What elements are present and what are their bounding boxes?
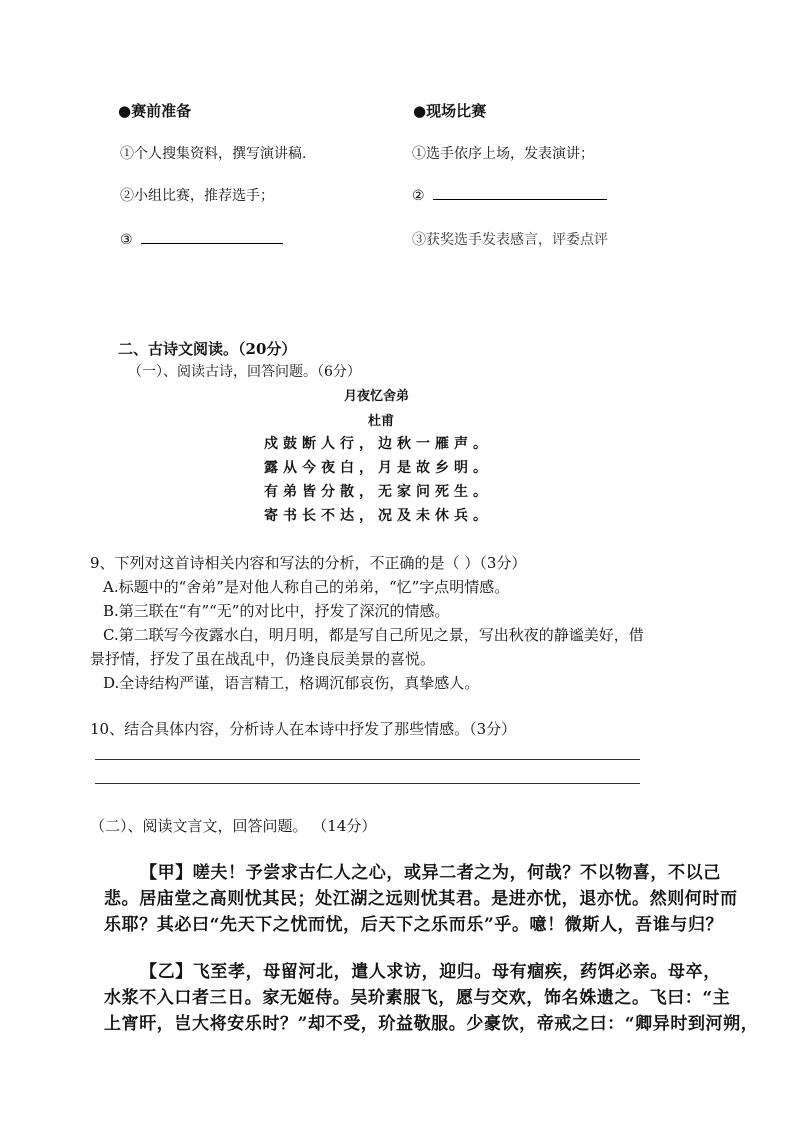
passage-jia-line-2: 悲。居庙堂之高则忧其民；处江湖之远则忧其君。是进亦忧，退亦忧。然则何时而 [104, 889, 738, 909]
q9-option-c-cont: 景抒情，抒发了虽在战乱中，仍逢良辰美景的喜悦。 [90, 650, 436, 668]
part2-title: （二）、阅读文言文，回答问题。 （14分） [90, 817, 377, 835]
q9-option-d: D.全诗结构严谨，语言精工，格调沉郁哀伤，真挚感人。 [103, 674, 480, 692]
section2-title: 二、古诗文阅读。（20分） [118, 340, 297, 358]
q10-answer-line-1[interactable] [95, 759, 640, 760]
poem-title: 月夜忆舍弟 [344, 389, 410, 404]
contest-heading: ●现场比赛 [413, 102, 487, 120]
prep-item-2: ②小组比赛，推荐选手； [120, 188, 274, 204]
contest-item-2 [412, 185, 607, 204]
q10-answer-line-2[interactable] [95, 783, 640, 784]
poem-author: 杜甫 [368, 414, 395, 429]
prep-item-3-blank[interactable] [141, 229, 283, 244]
passage-yi-line-3: 上宵旰，岂大将安乐时？”却不受，玠益敬服。少豪饮，帝戒之曰：“卿异时到河朔， [104, 1014, 759, 1034]
passage-jia-line-3: 乐耶？其必曰“先天下之忧而忧，后天下之乐而乐”乎。噫！微斯人，吾谁与归？ [104, 915, 724, 935]
contest-item-2-blank[interactable] [433, 185, 607, 200]
q9-stem: 9、下列对这首诗相关内容和写法的分析，不正确的是（ ）（3分） [90, 554, 527, 572]
poem-line-4: 寄书长不达，况及未休兵。 [264, 508, 492, 524]
passage-yi-line-1: 【乙】飞至孝，母留河北，遣人求访，迎归。母有痼疾，药饵必亲。母卒， [140, 962, 721, 982]
q10-stem: 10、结合具体内容，分析诗人在本诗中抒发了那些情感。（3分） [90, 720, 517, 738]
contest-item-2-label: ② [412, 188, 425, 204]
contest-item-3: ③获奖选手发表感言，评委点评 [412, 232, 608, 248]
prep-item-3 [120, 229, 283, 248]
prep-item-3-label: ③ [120, 232, 133, 248]
q9-option-c: C.第二联写今夜露水白，明月明，都是写自己所见之景，写出秋夜的静谧美好，借 [103, 626, 644, 644]
prep-heading: ●赛前准备 [118, 102, 192, 120]
contest-item-1: ①选手依序上场，发表演讲； [412, 146, 594, 162]
q9-option-a: A.标题中的“舍弟”是对他人称自己的弟弟，“忆”字点明情感。 [103, 578, 510, 596]
prep-item-1: ①个人搜集资料，撰写演讲稿. [120, 146, 307, 162]
poem-part-title: （一）、阅读古诗，回答问题。（6分） [128, 364, 361, 380]
poem-line-3: 有弟皆分散，无家问死生。 [264, 484, 492, 500]
passage-yi-line-2: 水浆不入口者三日。家无姬侍。吴玠素服飞，愿与交欢，饰名姝遗之。飞曰：“主 [104, 988, 731, 1008]
poem-line-1: 戍鼓断人行，边秋一雁声。 [264, 436, 492, 452]
passage-jia-line-1: 【甲】嗟夫！予尝求古仁人之心，或异二者之为，何哉？不以物喜，不以己 [140, 863, 721, 883]
q9-option-b: B.第三联在“有”“无”的对比中，抒发了深沉的情感。 [103, 602, 450, 620]
poem-line-2: 露从今夜白，月是故乡明。 [264, 460, 492, 476]
